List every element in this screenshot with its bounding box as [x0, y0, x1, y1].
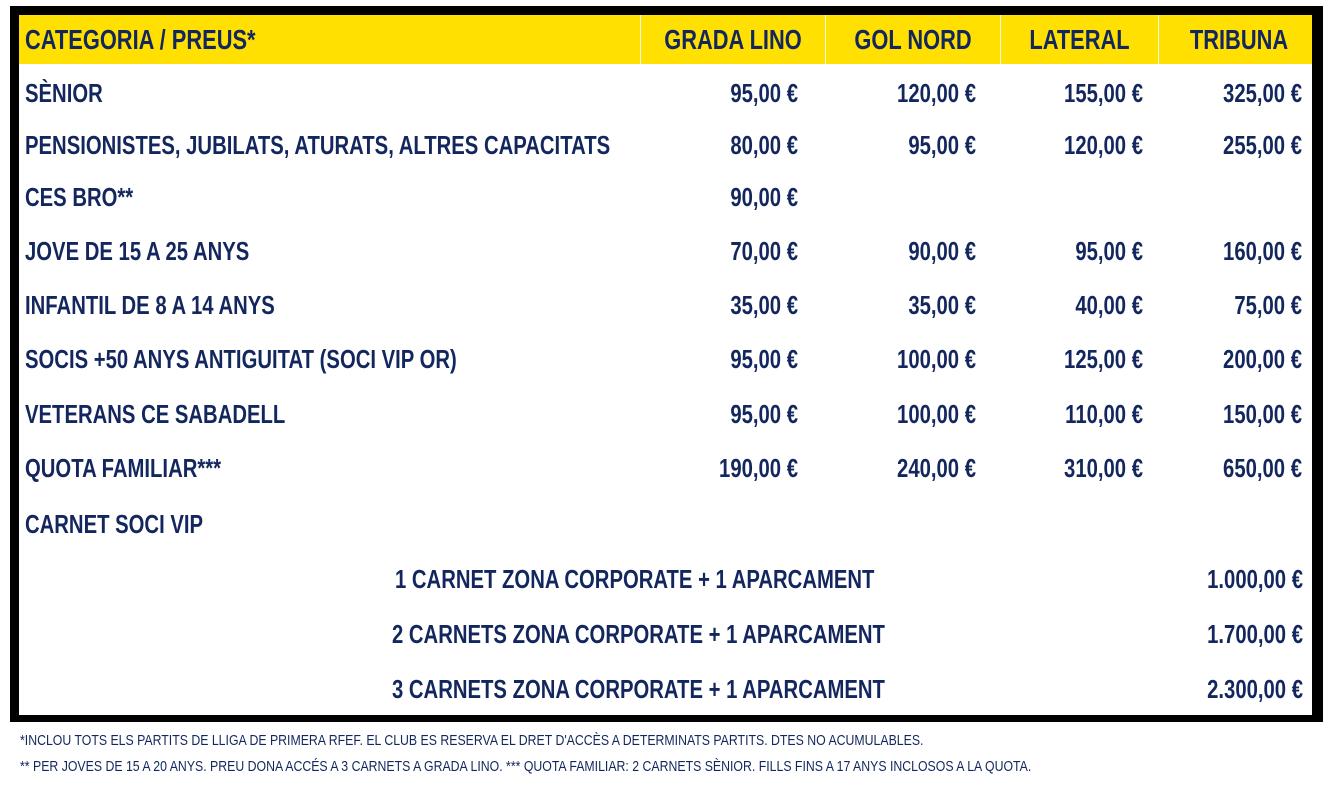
price-cell: 120,00 €	[1064, 130, 1143, 160]
vip-title: CARNET SOCI VIP	[25, 509, 204, 539]
header-lateral: LATERAL	[1029, 24, 1130, 55]
price-cell: 70,00 €	[730, 236, 798, 266]
vip-option-price: 1.000,00 €	[1207, 564, 1303, 594]
row-label-infantil: INFANTIL DE 8 A 14 ANYS	[25, 290, 275, 320]
header-divider	[1158, 15, 1159, 64]
price-cell: 160,00 €	[1223, 236, 1302, 266]
header-tribuna: TRIBUNA	[1189, 24, 1289, 55]
price-cell: 110,00 €	[1065, 399, 1143, 429]
price-cell: 40,00 €	[1075, 290, 1143, 320]
row-label-quota-familiar: QUOTA FAMILIAR***	[25, 453, 222, 483]
row-label-pensionistes: PENSIONISTES, JUBILATS, ATURATS, ALTRES CAPACITATS	[25, 130, 611, 160]
header-divider	[1000, 15, 1001, 64]
price-cell: 80,00 €	[730, 130, 798, 160]
price-cell: 35,00 €	[730, 290, 798, 320]
price-cell: 75,00 €	[1234, 290, 1302, 320]
price-cell: 95,00 €	[730, 399, 798, 429]
footnote-2: ** PER JOVES DE 15 A 20 ANYS. PREU DONA ACCÉS A 3 CARNETS A GRADA LINO. *** QUOTA FAMILIAR: 2 CARNETS SÈNIOR. FILLS FINS A 17 ANYS INCLOSOS A LA QUOTA.	[20, 758, 1032, 775]
vip-option-price: 1.700,00 €	[1207, 619, 1303, 649]
row-label-socis-50: SOCIS +50 ANYS ANTIGUITAT (SOCI VIP OR)	[25, 344, 457, 374]
price-cell: 95,00 €	[730, 344, 798, 374]
vip-option-label: 1 CARNET ZONA CORPORATE + 1 APARCAMENT	[395, 564, 875, 594]
price-cell: 100,00 €	[897, 344, 976, 374]
row-label-veterans: VETERANS CE SABADELL	[25, 399, 286, 429]
price-cell: 240,00 €	[897, 453, 976, 483]
header-divider	[640, 15, 641, 64]
price-cell: 90,00 €	[908, 236, 976, 266]
price-cell: 200,00 €	[1223, 344, 1302, 374]
header-gol-nord: GOL NORD	[854, 24, 972, 55]
header-divider	[825, 15, 826, 64]
price-cell: 35,00 €	[908, 290, 976, 320]
price-cell: 90,00 €	[730, 182, 798, 212]
price-cell: 190,00 €	[719, 453, 798, 483]
price-cell: 650,00 €	[1223, 453, 1302, 483]
vip-option-label: 3 CARNETS ZONA CORPORATE + 1 APARCAMENT	[392, 674, 885, 704]
header-category: CATEGORIA / PREUS*	[25, 24, 256, 55]
row-label-jove: JOVE DE 15 A 25 ANYS	[25, 236, 250, 266]
price-cell: 100,00 €	[897, 399, 976, 429]
footnote-1: *INCLOU TOTS ELS PARTITS DE LLIGA DE PRIMERA RFEF. EL CLUB ES RESERVA EL DRET D'ACCÈS A DETERMINATS PARTITS. DTES NO ACUMULABLES.	[20, 732, 924, 749]
price-cell: 325,00 €	[1223, 78, 1302, 108]
row-label-ces-bro: CES BRO**	[25, 182, 134, 212]
price-cell: 310,00 €	[1064, 453, 1143, 483]
price-cell: 155,00 €	[1064, 78, 1143, 108]
vip-option-label: 2 CARNETS ZONA CORPORATE + 1 APARCAMENT	[392, 619, 885, 649]
header-grada-lino: GRADA LINO	[664, 24, 802, 55]
price-cell: 95,00 €	[1075, 236, 1143, 266]
row-label-senior: SÈNIOR	[25, 78, 103, 108]
vip-option-price: 2.300,00 €	[1207, 674, 1303, 704]
price-cell: 150,00 €	[1223, 399, 1302, 429]
price-cell: 255,00 €	[1223, 130, 1302, 160]
price-cell: 120,00 €	[897, 78, 976, 108]
price-cell: 125,00 €	[1064, 344, 1143, 374]
price-cell: 95,00 €	[908, 130, 976, 160]
price-cell: 95,00 €	[730, 78, 798, 108]
